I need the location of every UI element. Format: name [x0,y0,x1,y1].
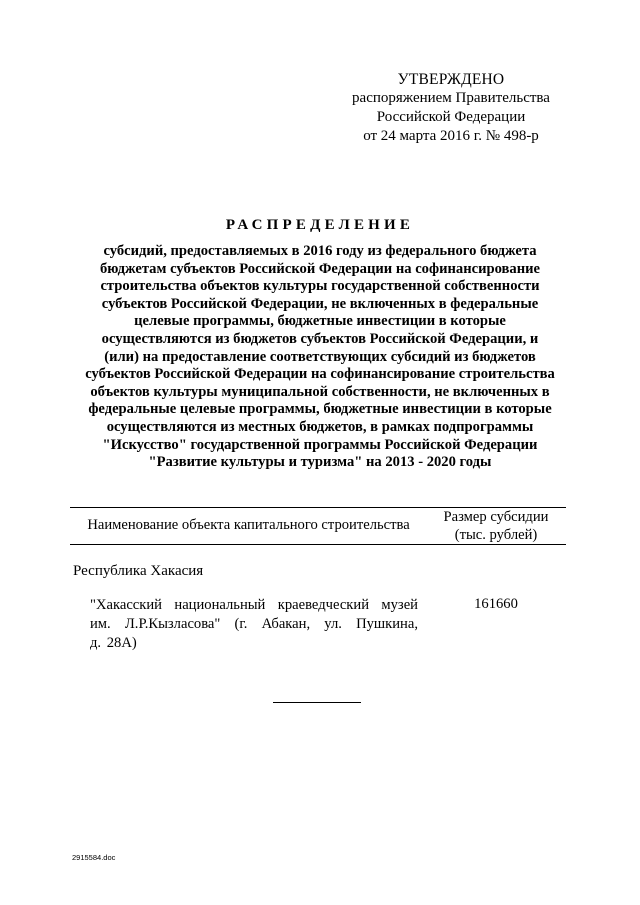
subtitle-line: (или) на предоставление соответствующих субсидий из бюджетов [104,348,536,365]
subtitle-line: субъектов Российской Федерации на софинансирование строительства [85,366,555,383]
subtitle-line: целевые программы, бюджетные инвестиции в которые [134,313,506,330]
table-row-object [90,596,418,653]
approval-line-3: от 24 марта 2016 г. № 498-р [363,128,539,144]
column-header-amount-line-2: (тыс. рублей) [454,527,538,543]
column-header-object: Наименование объекта капитального строительства [87,517,410,533]
subtitle-line: субъектов Российской Федерации, не включенных в федеральные [101,295,539,312]
object-name-line: д. 28А) [90,635,137,651]
table-header-rule [70,544,566,545]
subtitle-line: бюджетам субъектов Российской Федерации на софинансирование [99,260,541,277]
subtitle-line: "Искусство" государственной программы Российской Федерации [102,436,538,453]
subtitle-line: федеральные целевые программы, бюджетные инвестиции в которые [88,401,552,418]
document-title: РАСПРЕДЕЛЕНИЕ [225,217,415,233]
document-subtitle [70,243,570,472]
end-rule [273,702,361,703]
approval-line-2: Российской Федерации [376,109,526,125]
subtitle-line: "Развитие культуры и туризма" на 2013 - 2020 годы [148,454,492,471]
subtitle-line: осуществляются из местных бюджетов, в рамках подпрограммы [106,418,534,435]
approval-title: УТВЕРЖДЕНО [397,71,505,88]
object-name-line: "Хакасский национальный краеведческий музей [90,597,418,613]
subtitle-line: строительства объектов культуры государственной собственности [100,278,540,295]
subtitle-line: субсидий, предоставляемых в 2016 году из федерального бюджета [103,243,537,259]
approval-line-1: распоряжением Правительства [352,90,550,106]
subtitle-line: объектов культуры муниципальной собственности, не включенных в [90,383,550,400]
column-header-amount-line-1: Размер субсидии [443,509,549,525]
column-header-amount [425,508,567,544]
footer-filename: 2915584.doc [72,853,116,862]
table-row-amount: 161660 [474,596,518,612]
approval-stamp [340,70,562,146]
object-name-line: им. Л.Р.Кызласова" (г. Абакан, ул. Пушкина, [90,616,418,632]
subtitle-line: осуществляются из бюджетов субъектов Российской Федерации, и [101,330,539,347]
region-name: Республика Хакасия [73,563,204,579]
